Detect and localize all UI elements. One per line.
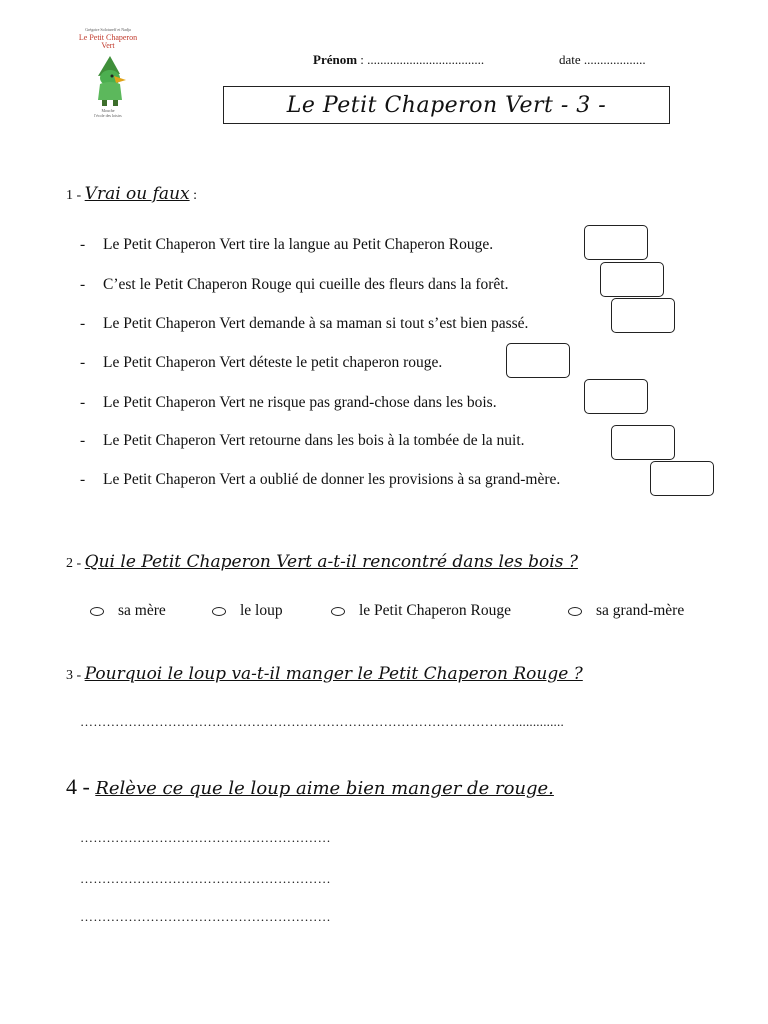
statement-text: Le Petit Chaperon Vert a oublié de donner les provisions à sa grand-mère.	[103, 471, 561, 488]
question-3-heading	[66, 664, 583, 684]
question-1-number: 1 -	[66, 188, 82, 203]
cover-title-line2: Vert	[101, 41, 115, 50]
cover-title-line1: Le Petit Chaperon	[78, 33, 138, 42]
statement-text: Le Petit Chaperon Vert retourne dans les bois à la tombée de la nuit.	[103, 432, 525, 449]
statement-7	[80, 471, 560, 489]
prenom-field[interactable]	[313, 52, 484, 68]
choice-label: sa mère	[118, 602, 166, 619]
question-4-heading	[66, 774, 554, 800]
question-3-number: 3 -	[66, 668, 82, 683]
statement-6	[80, 432, 525, 450]
radio-icon[interactable]	[331, 607, 345, 616]
cover-publisher-line1: Mouche	[101, 108, 115, 113]
radio-icon[interactable]	[90, 607, 104, 616]
question-4-answer-line-3[interactable]: …………………………………………………	[80, 909, 331, 924]
statement-3	[80, 315, 528, 333]
question-2-heading	[66, 552, 578, 572]
statement-dash: -	[80, 471, 86, 488]
choice-sa-grand-mere[interactable]	[568, 602, 684, 620]
statement-dash: -	[80, 236, 86, 253]
statement-dash: -	[80, 276, 86, 293]
statement-5	[80, 394, 497, 412]
question-1-title: Vrai ou faux	[84, 184, 190, 204]
statement-4	[80, 354, 442, 372]
radio-icon[interactable]	[212, 607, 226, 616]
choice-petit-chaperon-rouge[interactable]	[331, 602, 511, 620]
choice-label: le Petit Chaperon Rouge	[359, 602, 511, 619]
answer-box-2[interactable]	[600, 262, 664, 297]
statement-text: Le Petit Chaperon Vert tire la langue au Petit Chaperon Rouge.	[103, 236, 494, 253]
radio-icon[interactable]	[568, 607, 582, 616]
answer-box-3[interactable]	[611, 298, 675, 333]
statement-dash: -	[80, 432, 86, 449]
question-1-heading	[66, 184, 197, 204]
statement-dash: -	[80, 354, 86, 371]
statement-1	[80, 236, 493, 254]
answer-box-4[interactable]	[506, 343, 570, 378]
cover-authors: Grégoire Solotareff et Nadja	[85, 27, 131, 32]
question-2-number: 2 -	[66, 556, 82, 571]
cover-publisher-line2: l'école des loisirs	[94, 113, 122, 118]
answer-box-7[interactable]	[650, 461, 714, 496]
statement-text: C’est le Petit Chaperon Rouge qui cueille des fleurs dans la forêt.	[103, 276, 509, 293]
question-1-suffix: :	[189, 188, 197, 203]
prenom-dots: : ....................................	[357, 52, 485, 67]
cover-title	[74, 34, 142, 50]
choice-sa-mere[interactable]	[90, 602, 166, 620]
choice-label: sa grand-mère	[596, 602, 685, 619]
answer-box-1[interactable]	[584, 225, 648, 260]
title-box	[223, 86, 670, 124]
book-cover	[74, 24, 142, 118]
statement-text: Le Petit Chaperon Vert demande à sa maman si tout s’est bien passé.	[103, 315, 529, 332]
page-title: Le Petit Chaperon Vert - 3 -	[286, 92, 607, 118]
date-field[interactable]: date ...................	[559, 52, 646, 67]
cover-publisher	[74, 108, 142, 118]
question-4-number: 4 -	[66, 774, 90, 799]
answer-box-5[interactable]	[584, 379, 648, 414]
statement-dash: -	[80, 315, 86, 332]
statement-2	[80, 276, 508, 294]
choice-le-loup[interactable]	[212, 602, 283, 620]
prenom-label: Prénom	[313, 52, 358, 67]
question-3-title: Pourquoi le loup va-t-il manger le Petit Chaperon Rouge ?	[84, 664, 583, 684]
question-4-title: Relève ce que le loup aime bien manger de rouge.	[95, 778, 554, 799]
question-4-answer-line-1[interactable]: …………………………………………………	[80, 830, 331, 845]
question-4-answer-line-2[interactable]: …………………………………………………	[80, 871, 331, 886]
question-2-title: Qui le Petit Chaperon Vert a-t-il rencontré dans les bois ?	[84, 552, 578, 572]
statement-text: Le Petit Chaperon Vert ne risque pas grand-chose dans les bois.	[103, 394, 497, 411]
answer-box-6[interactable]	[611, 425, 675, 460]
question-3-answer-line[interactable]: ………………………………………………………………………………………..............	[80, 714, 564, 729]
statement-text: Le Petit Chaperon Vert déteste le petit chaperon rouge.	[103, 354, 443, 371]
green-hood-figure-icon	[90, 54, 130, 108]
statement-dash: -	[80, 394, 86, 411]
choice-label: le loup	[240, 602, 283, 619]
